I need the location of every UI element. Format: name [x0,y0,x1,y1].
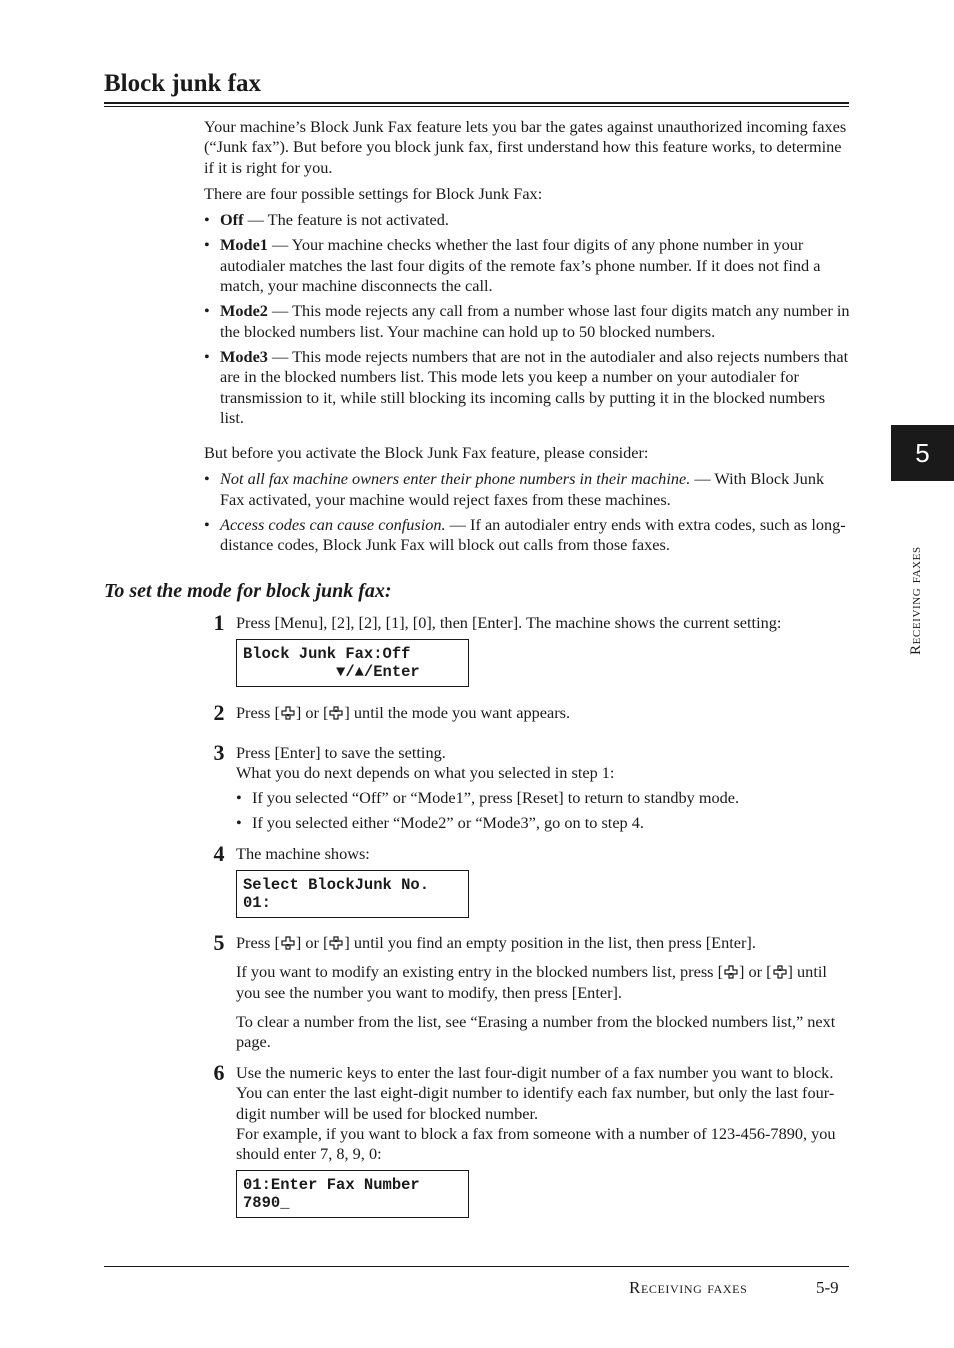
step-bullet: • If you selected “Off” or “Mode1”, press [Reset] to return to standby mode. [236,788,852,808]
page-title: Block junk fax [104,70,261,97]
intro-paragraph: Your machine’s Block Junk Fax feature lets you bar the gates against unauthorized incoming faxes (“Junk fax”). But before you block junk fax, first understand how this feature works, to determine if it is right for you. [204,117,847,177]
step-text: Use the numeric keys to enter the last four-digit number of a fax number you want to block. You can enter the last eight-digit number to identify each fax number, but only the last four-digit number will be used for blocked number. [236,1063,835,1123]
settings-intro: There are four possible settings for Block Junk Fax: [204,183,543,203]
consideration-item [204,469,852,510]
text-run: Press [ [236,703,280,722]
step-text: Press [Menu], [2], [2], [1], [0], then [Enter]. The machine shows the current setting: [236,613,782,632]
step-2 [213,700,852,725]
chapter-tab: 5 [891,425,954,481]
consideration-item [204,515,852,556]
footer-section-label: Receiving faxes [629,1278,748,1297]
mode-term: Off [220,210,244,230]
mode-desc: — This mode rejects numbers that are not in the autodialer and also rejects numbers that are in the blocked numbers list. This mode lets you keep a number on your autodialer for transmission to it, while still blocking its incoming calls by putting it in the blocked numbers list. [220,346,849,427]
mode-desc: — Your machine checks whether the last four digits of any phone number in your autodialer matches the last four digits of the remote fax’s phone number. If it does not find a match, your machine disconnects the call. [220,235,821,296]
step-1 [213,610,852,687]
title-rule-thick [104,102,849,104]
text-run: ] until you see the number you want to modify, then press [Enter]. [236,962,827,1002]
mode-item-mode3 [204,347,852,428]
step-text [236,933,852,953]
text-run: ] or [ [295,933,329,952]
mode-desc: — The feature is not activated. [243,210,449,230]
step-bullet: • If you selected either “Mode2” or “Mode3”, go on to step 4. [236,813,852,833]
step-text: For example, if you want to block a fax from someone with a number of 123-456-7890, you should enter 7, 8, 9, 0: [236,1123,836,1164]
procedure-heading: To set the mode for block junk fax: [104,580,392,602]
lcd-display: Select BlockJunk No. 01: [236,870,469,918]
text-run: ] or [ [739,962,772,982]
side-section-label: Receiving faxes [908,546,924,655]
consideration-list [204,469,852,555]
lcd-display: 01:Enter Fax Number 7890_ [236,1170,469,1218]
consideration-desc: — With Block Junk Fax activated, your machine would reject faxes from these machines. [220,469,825,509]
text-run: ] until the mode you want appears. [344,703,571,722]
page-number: 5-9 [816,1278,839,1297]
step-number: 6 [213,1060,225,1085]
step-number: 1 [213,610,225,635]
mode-term: Mode3 [220,346,268,366]
text-run: Press [ [236,933,280,952]
navigation-key-down-icon [724,965,738,979]
consideration-term: Not all fax machine owners enter their phone numbers in their machine. [220,469,691,489]
title-rule-thin [104,106,849,107]
consider-intro: But before you activate the Block Junk Fax feature, please consider: [204,443,649,463]
intro-section [204,117,852,561]
step-number: 3 [213,740,225,765]
step-5 [213,930,852,1052]
step-bullets [236,788,852,834]
lcd-display: Block Junk Fax:Off ▼/▲/Enter [236,639,469,687]
step-number: 5 [213,930,225,955]
navigation-key-down-icon [281,936,295,950]
step-text [236,962,852,1003]
step-text: Press [Enter] to save the setting. [236,743,446,762]
step-number: 4 [213,841,225,866]
mode-list [204,210,852,428]
mode-term: Mode2 [220,301,268,321]
text-run: ] until you find an empty position in the list, then press [Enter]. [344,933,756,952]
step-text: To clear a number from the list, see “Erasing a number from the blocked numbers list,” next page. [236,1011,836,1052]
consideration-term: Access codes can cause confusion. [220,515,446,535]
step-number: 2 [213,700,225,725]
step-text: What you do next depends on what you selected in step 1: [236,763,615,783]
mode-term: Mode1 [220,235,268,255]
navigation-key-up-icon [329,706,343,720]
navigation-key-up-icon [329,936,343,950]
step-text: The machine shows: [236,844,370,863]
mode-item-mode1 [204,235,852,296]
consideration-desc: — If an autodialer entry ends with extra codes, such as long-distance codes, Block Junk Fax will block out calls from those faxes. [220,515,846,555]
step-text [236,703,852,723]
text-run: If you want to modify an existing entry in the blocked numbers list, press [ [236,962,723,982]
mode-desc: — This mode rejects any call from a number whose last four digits match any number in the blocked numbers list. Your machine can hold up to 50 blocked numbers. [220,301,850,341]
step-6 [213,1060,852,1218]
footer-rule [104,1266,849,1267]
step-4 [213,841,852,918]
mode-item-mode2 [204,301,852,342]
step-3 [213,740,852,838]
text-run: ] or [ [295,703,329,722]
mode-item-off [204,210,852,230]
navigation-key-down-icon [281,706,295,720]
navigation-key-up-icon [773,965,787,979]
